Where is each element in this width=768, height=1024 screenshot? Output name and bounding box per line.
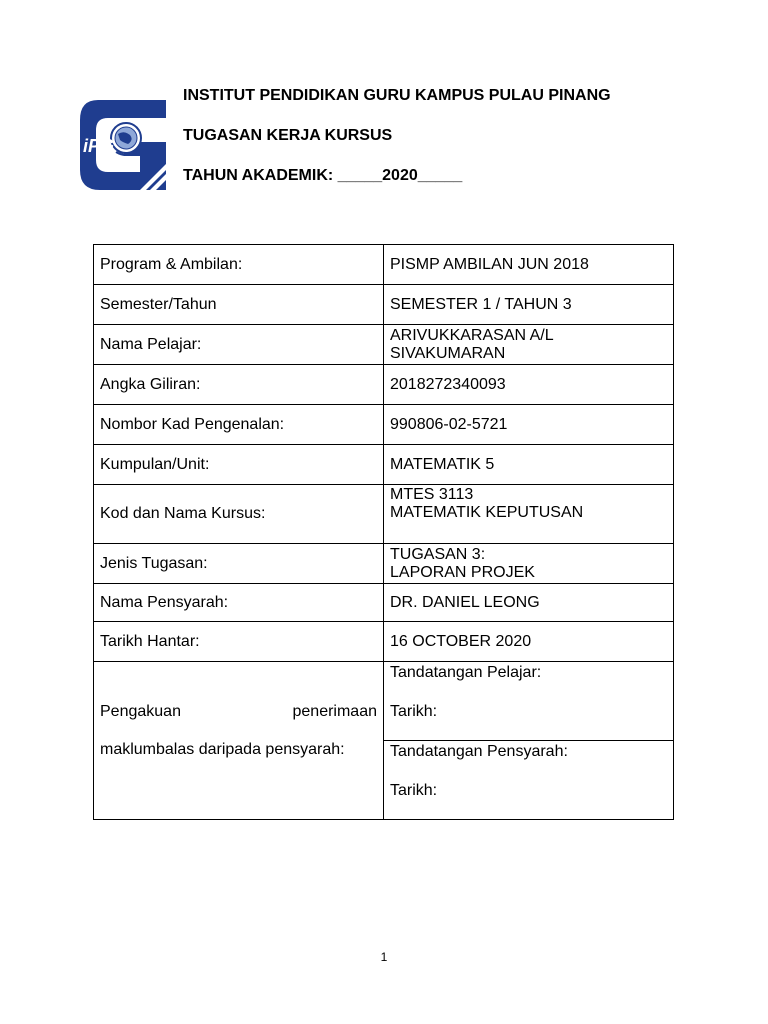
academic-year-label: TAHUN AKADEMIK: [183,167,338,184]
table-row [94,285,674,325]
lecturer-signature-label: Tandatangan Pensyarah: [390,743,568,760]
academic-year-value: _2020_____ [373,167,463,184]
student-name-value [384,325,674,365]
index-number-value: 2018272340093 [384,365,674,405]
course-name: MATEMATIK KEPUTUSAN [390,504,584,521]
logo-text: iPG [83,136,115,156]
table-row [94,544,674,584]
program-label: Program & Ambilan: [94,245,384,285]
table-row [94,662,674,741]
ic-number-label: Nombor Kad Pengenalan: [94,405,384,445]
table-row [94,325,674,365]
student-name-line1: ARIVUKKARASAN A/L [390,326,554,344]
student-date-label: Tarikh: [390,703,438,720]
submission-date-value: 16 OCTOBER 2020 [384,622,674,662]
index-number-label: Angka Giliran: [94,365,384,405]
student-name-label: Nama Pelajar: [94,325,384,365]
cover-form-table [93,244,674,820]
table-row [94,485,674,544]
group-label: Kumpulan/Unit: [94,445,384,485]
table-row [94,445,674,485]
assignment-type-line1: TUGASAN 3: [390,545,486,563]
acknowledgement-line2: maklumbalas daripada pensyarah: [100,741,345,758]
course-code: MTES 3113 [390,486,474,503]
acknowledgement-word1: Pengakuan [100,703,181,720]
submission-date-label: Tarikh Hantar: [94,622,384,662]
lecturer-signature-cell [384,741,674,820]
student-signature-cell [384,662,674,741]
lecturer-label: Nama Pensyarah: [94,584,384,622]
lecturer-value: DR. DANIEL LEONG [384,584,674,622]
student-name-line2: SIVAKUMARAN [390,344,506,362]
ic-number-value: 990806-02-5721 [384,405,674,445]
program-value: PISMP AMBILAN JUN 2018 [384,245,674,285]
lecturer-date-label: Tarikh: [390,782,438,799]
academic-year [183,166,462,186]
acknowledgement-word2: penerimaan [292,703,377,720]
semester-value: SEMESTER 1 / TAHUN 3 [384,285,674,325]
table-row [94,365,674,405]
student-signature-label: Tandatangan Pelajar: [390,664,542,681]
table-row [94,584,674,622]
ipg-logo [78,96,168,194]
page-number: 1 [380,950,388,964]
acknowledgement-line1 [100,703,377,721]
assignment-type-label: Jenis Tugasan: [94,544,384,584]
table-row [94,622,674,662]
academic-year-prefix: ____ [337,167,374,184]
table-row [94,405,674,445]
assignment-type-value [384,544,674,584]
course-value [384,485,674,544]
semester-label: Semester/Tahun [94,285,384,325]
institution-title: INSTITUT PENDIDIKAN GURU KAMPUS PULAU PINANG [183,87,611,104]
assignment-type-line2: LAPORAN PROJEK [390,563,535,581]
acknowledgement-cell [94,662,384,820]
table-row [94,245,674,285]
group-value: MATEMATIK 5 [384,445,674,485]
assignment-title: TUGASAN KERJA KURSUS [183,127,393,144]
course-label: Kod dan Nama Kursus: [94,485,384,544]
